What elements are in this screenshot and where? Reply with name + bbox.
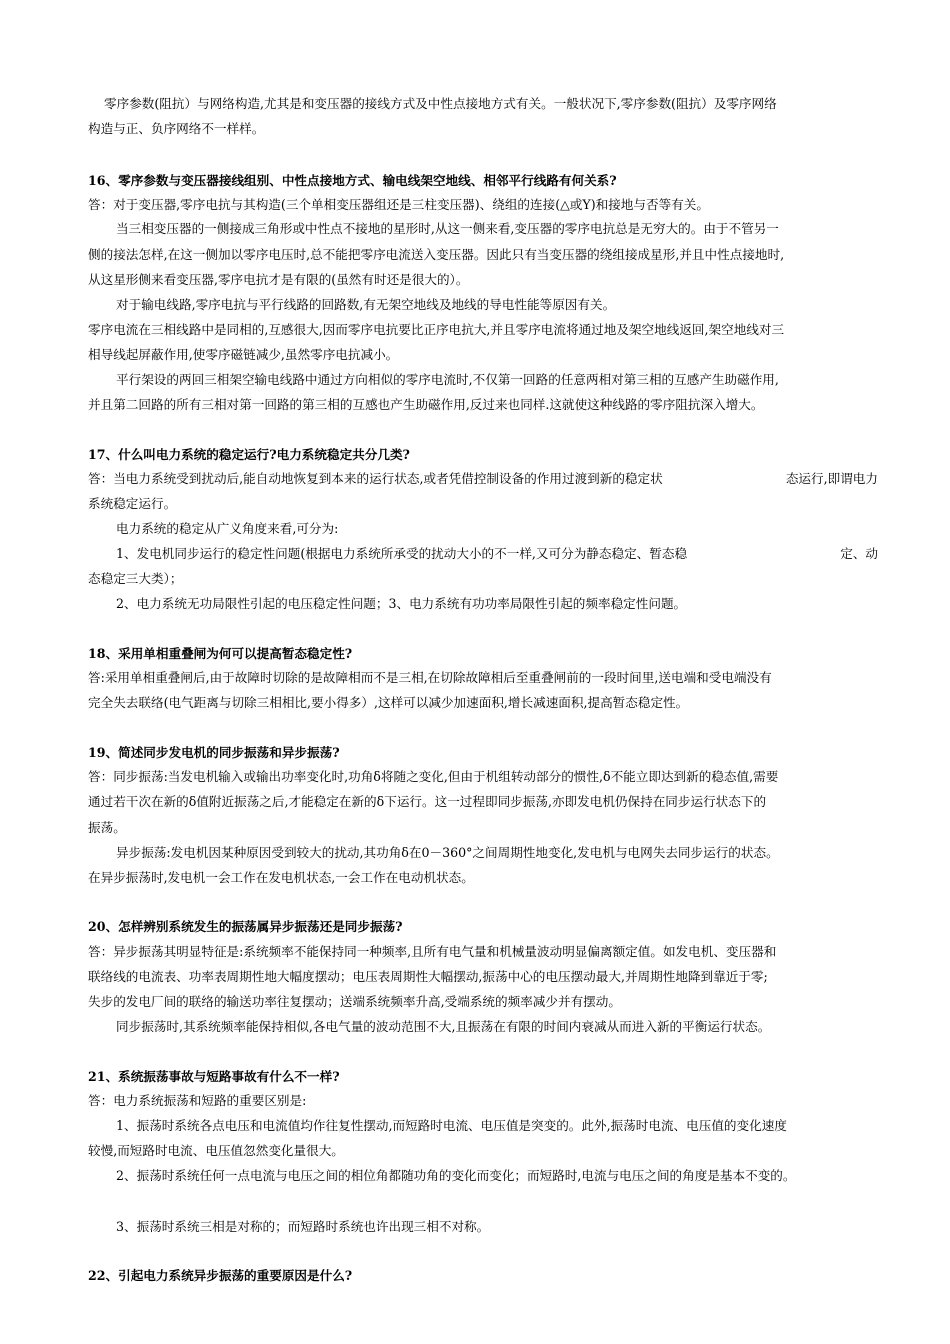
text-line-spread <box>116 546 878 562</box>
text-line: 异步振荡:发电机因某种原因受到较大的扰动,其功角δ在0－360°之间周期性地变化,发电机与电网失去同步运行的状态。 <box>116 845 779 860</box>
text-line: 零序参数(阻抗）与网络构造,尤其是和变压器的接线方式及中性点接地方式有关。一般状况下,零序参数(阻抗）及零序网络 <box>104 96 777 111</box>
text-line: 完全失去联络(电气距离与切除三相相比,要小得多）,这样可以减少加速面积,增长减速面积,提高暂态稳定性。 <box>88 695 689 710</box>
text-line: 2、振荡时系统任何一点电流与电压之间的相位角都随功角的变化而变化；而短路时,电流与电压之间的角度是基本不变的。 <box>116 1168 796 1183</box>
text-line: 当三相变压器的一侧接成三角形或中性点不接地的星形时,从这一侧来看,变压器的零序电抗总是无穷大的。由于不管另一 <box>116 221 779 236</box>
text-line: 电力系统的稳定从广义角度来看,可分为: <box>116 521 339 536</box>
question-heading-22: 22、引起电力系统异步振荡的重要原因是什么? <box>88 1268 353 1283</box>
text-segment: 答：当电力系统受到扰动后,能自动地恢复到本来的运行状态,或者凭借控制设备的作用过渡到新的稳定状 <box>88 471 663 486</box>
question-heading-17: 17、什么叫电力系统的稳定运行?电力系统稳定共分几类? <box>88 447 410 462</box>
text-line: 对于输电线路,零序电抗与平行线路的回路数,有无架空地线及地线的导电性能等原因有关。 <box>116 297 616 312</box>
text-line: 1、振荡时系统各点电压和电流值均作往复性摆动,而短路时电流、电压值是突变的。此外,振荡时电流、电压值的变化速度 <box>116 1118 787 1133</box>
text-line: 系统稳定运行。 <box>88 496 177 511</box>
text-line: 3、振荡时系统三相是对称的；而短路时系统也许出现三相不对称。 <box>116 1219 490 1234</box>
question-heading-21: 21、系统振荡事故与短路事故有什么不一样? <box>88 1069 340 1084</box>
text-line: 较慢,而短路时电流、电压值忽然变化量很大。 <box>88 1143 344 1158</box>
text-line: 态稳定三大类）； <box>88 571 183 586</box>
text-line: 同步振荡时,其系统频率能保持相似,各电气量的波动范围不大,且振荡在有限的时间内衰减从而进入新的平衡运行状态。 <box>116 1019 771 1034</box>
text-line: 失步的发电厂间的联络的输送功率往复摆动；送端系统频率升高,受端系统的频率减少并有摆动。 <box>88 994 621 1009</box>
question-heading-20: 20、怎样辨别系统发生的振荡属异步振荡还是同步振荡? <box>88 919 403 934</box>
text-line: 在异步振荡时,发电机一会工作在发电机状态,一会工作在电动机状态。 <box>88 870 474 885</box>
text-line: 通过若干次在新的δ值附近振荡之后,才能稳定在新的δ下运行。这一过程即同步振荡,亦即发电机仍保持在同步运行状态下的 <box>88 794 767 809</box>
text-line: 并且第二回路的所有三相对第一回路的第三相的互感也产生助磁作用,反过来也同样.这就使这种线路的零序阻抗深入增大。 <box>88 397 764 412</box>
answer-line: 答:采用单相重叠闸后,由于故障时切除的是故障相而不是三相,在切除故障相后至重叠闸前的一段时间里,送电端和受电端没有 <box>88 670 772 685</box>
text-line: 联络线的电流表、功率表周期性地大幅度摆动；电压表周期性大幅摆动,振荡中心的电压摆动最大,并周期性地降到靠近于零; <box>88 969 768 984</box>
text-line: 振荡。 <box>88 820 126 835</box>
text-line: 相导线起屏蔽作用,使零序磁链减少,虽然零序电抗减小。 <box>88 347 399 362</box>
answer-line: 答：电力系统振荡和短路的重要区别是: <box>88 1093 307 1108</box>
text-segment: 定、动 <box>840 546 878 561</box>
question-heading-19: 19、简述同步发电机的同步振荡和异步振荡? <box>88 745 340 760</box>
text-line: 2、电力系统无功局限性引起的电压稳定性问题；3、电力系统有功功率局限性引起的频率稳定性问题。 <box>116 596 687 611</box>
answer-line: 答：异步振荡其明显特征是:系统频率不能保持同一种频率,且所有电气量和机械量波动明显偏离额定值。如发电机、变压器和 <box>88 944 777 959</box>
answer-line: 答：对于变压器,零序电抗与其构造(三个单相变压器组还是三柱变压器)、绕组的连接(△或Y)和接地与否等有关。 <box>88 197 709 212</box>
question-heading-16: 16、零序参数与变压器接线组别、中性点接地方式、输电线架空地线、相邻平行线路有何关系? <box>88 173 617 188</box>
question-heading-18: 18、采用单相重叠闸为何可以提高暂态稳定性? <box>88 646 353 661</box>
text-line: 构造与正、负序网络不一样样。 <box>88 121 265 136</box>
text-line: 从这星形侧来看变压器,零序电抗才是有限的(虽然有时还是很大的）。 <box>88 272 469 287</box>
text-line: 侧的接法怎样,在这一侧加以零序电压时,总不能把零序电流送入变压器。因此只有当变压器的绕组接成星形,并且中性点接地时, <box>88 247 785 262</box>
text-segment: 态运行,即谓电力 <box>785 471 878 486</box>
answer-line: 答：同步振荡:当发电机输入或输出功率变化时,功角δ将随之变化,但由于机组转动部分的惯性,δ不能立即达到新的稳态值,需要 <box>88 769 779 784</box>
text-line: 零序电流在三相线路中是同相的,互感很大,因而零序电抗要比正序电抗大,并且零序电流将通过地及架空地线返回,架空地线对三 <box>88 322 785 337</box>
text-line: 平行架设的两回三相架空输电线路中通过方向相似的零序电流时,不仅第一回路的任意两相对第三相的互感产生助磁作用, <box>116 372 779 387</box>
text-segment: 1、发电机同步运行的稳定性问题(根据电力系统所承受的扰动大小的不一样,又可分为静态稳定、暂态稳 <box>116 546 688 561</box>
text-line-spread <box>88 471 878 487</box>
